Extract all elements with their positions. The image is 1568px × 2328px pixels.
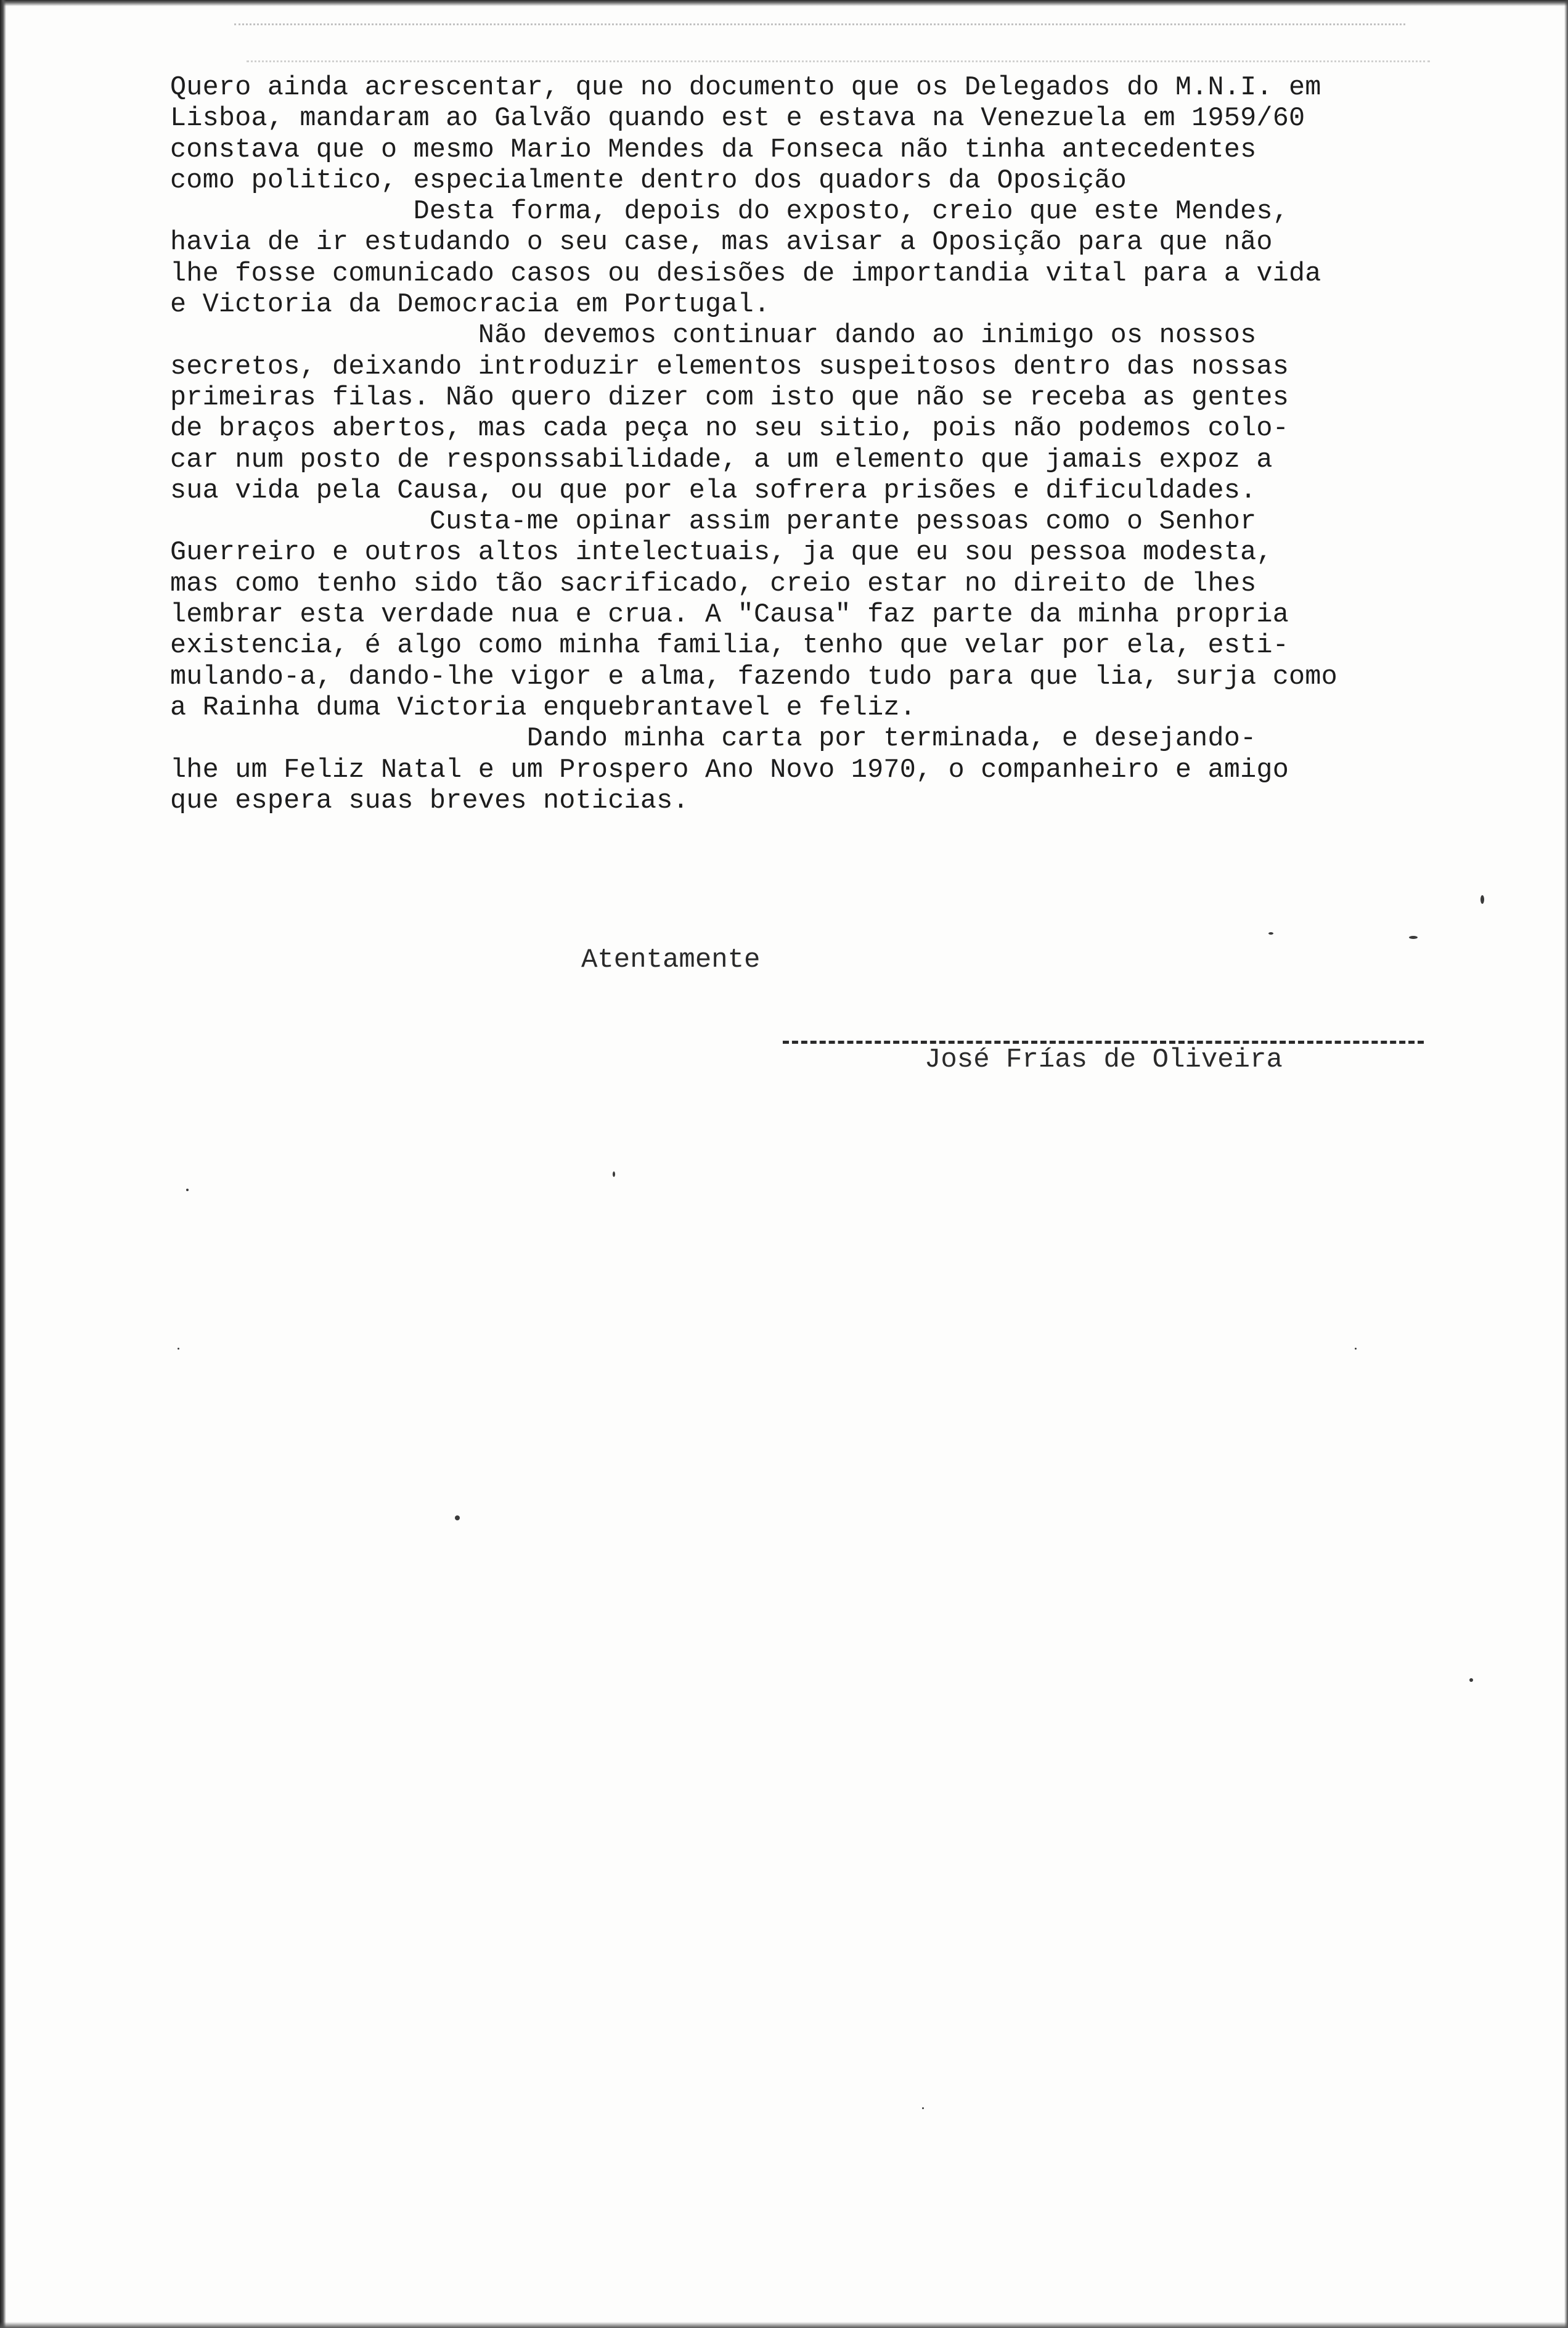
- body-line: de braços abertos, mas cada peça no seu sitio, pois não podemos colo-: [170, 414, 1289, 445]
- signature-name: José Frías de Oliveira: [925, 1044, 1283, 1075]
- body-line: como politico, especialmente dentro dos quadors da Oposição: [170, 165, 1127, 196]
- paper-speck: [1268, 932, 1273, 935]
- paper-speck: [1469, 1678, 1473, 1682]
- paper-speck: [922, 2107, 924, 2109]
- paper-speck: [1409, 936, 1418, 939]
- signature-dashed-line: [783, 1041, 1424, 1044]
- paper-speck: [1355, 1348, 1357, 1350]
- body-line: Desta forma, depois do exposto, creio que este Mendes,: [170, 197, 1289, 227]
- body-line: Dando minha carta por terminada, e desejando-: [170, 724, 1257, 755]
- body-line: e Victoria da Democracia em Portugal.: [170, 290, 770, 321]
- faint-bleedthrough-line: [247, 60, 1430, 62]
- body-line: lembrar esta verdade nua e crua. A "Causa" faz parte da minha propria: [170, 600, 1289, 631]
- body-line: havia de ir estudando o seu case, mas avisar a Oposição para que não: [170, 227, 1273, 258]
- body-line: mulando-a, dando-lhe vigor e alma, fazendo tudo para que lia, surja como: [170, 662, 1337, 692]
- paper-speck: [186, 1189, 189, 1191]
- body-line: primeiras filas. Não quero dizer com isto que não se receba as gentes: [170, 382, 1289, 413]
- paper-speck: [455, 1515, 460, 1520]
- body-line: sua vida pela Causa, ou que por ela sofrera prisões e dificuldades.: [170, 475, 1257, 506]
- body-line: a Rainha duma Victoria enquebrantavel e feliz.: [170, 692, 916, 723]
- page-edge-bottom: [0, 2322, 1568, 2328]
- page-edge-left: [0, 0, 6, 2328]
- body-line: que espera suas breves noticias.: [170, 785, 689, 816]
- page-edge-top: [0, 0, 1568, 6]
- body-line: car num posto de responssabilidade, a um elemento que jamais expoz a: [170, 445, 1273, 475]
- paper-speck: [178, 1348, 179, 1350]
- page-edge-right: [1564, 0, 1568, 2328]
- body-line: Lisboa, mandaram ao Galvão quando est e estava na Venezuela em 1959/60: [170, 104, 1305, 134]
- closing-salutation: Atentamente: [581, 945, 761, 975]
- paper-speck: [613, 1171, 615, 1177]
- body-line: Quero ainda acrescentar, que no documento que os Delegados do M.N.I. em: [170, 73, 1321, 103]
- body-line: constava que o mesmo Mario Mendes da Fonseca não tinha antecedentes: [170, 134, 1257, 165]
- body-line: Não devemos continuar dando ao inimigo os nossos: [170, 321, 1257, 351]
- body-line: secretos, deixando introduzir elementos suspeitosos dentro das nossas: [170, 351, 1289, 382]
- body-line: existencia, é algo como minha familia, tenho que velar por ela, esti-: [170, 631, 1289, 662]
- body-line: mas como tenho sido tão sacrificado, creio estar no direito de lhes: [170, 568, 1257, 599]
- body-line: Custa-me opinar assim perante pessoas como o Senhor: [170, 507, 1257, 538]
- body-line: Guerreiro e outros altos intelectuais, ja que eu sou pessoa modesta,: [170, 538, 1273, 568]
- letter-body: [170, 73, 1489, 817]
- body-line: lhe um Feliz Natal e um Prospero Ano Novo 1970, o companheiro e amigo: [170, 755, 1289, 785]
- body-line: lhe fosse comunicado casos ou desisões de importandia vital para a vida: [170, 258, 1321, 289]
- paper-speck: [1480, 895, 1484, 904]
- faint-bleedthrough-line: [234, 23, 1405, 25]
